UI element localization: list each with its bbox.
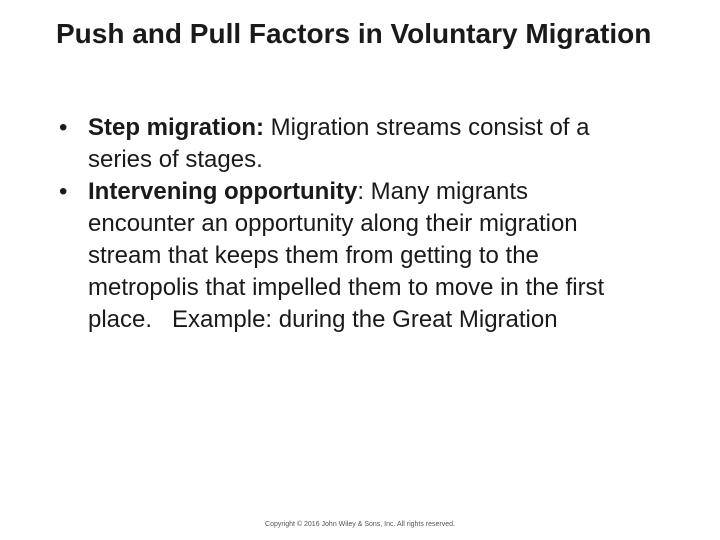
bullet-list — [56, 112, 636, 336]
copyright-footer: Copyright © 2016 John Wiley & Sons, Inc. All rights reserved. — [265, 521, 455, 528]
bullet-dot-icon: • — [59, 114, 68, 141]
bullet-item-step-migration — [56, 112, 636, 176]
definition-step-migration: Migration streams consist of a series of stages. — [88, 114, 590, 173]
bullet-item-intervening-opportunity — [56, 176, 636, 336]
term-intervening-opportunity: Intervening opportunity — [88, 178, 358, 205]
term-step-migration: Step migration: — [88, 114, 265, 141]
slide-title: Push and Pull Factors in Voluntary Migration — [56, 18, 652, 49]
bullet-dot-icon: • — [59, 178, 68, 205]
definition-intervening-opportunity: : Many migrants encounter an opportunity along their migration stream that keeps them from getting to the metropolis that impelled them to move in the first place. Example: during the Great Migration — [88, 178, 611, 333]
